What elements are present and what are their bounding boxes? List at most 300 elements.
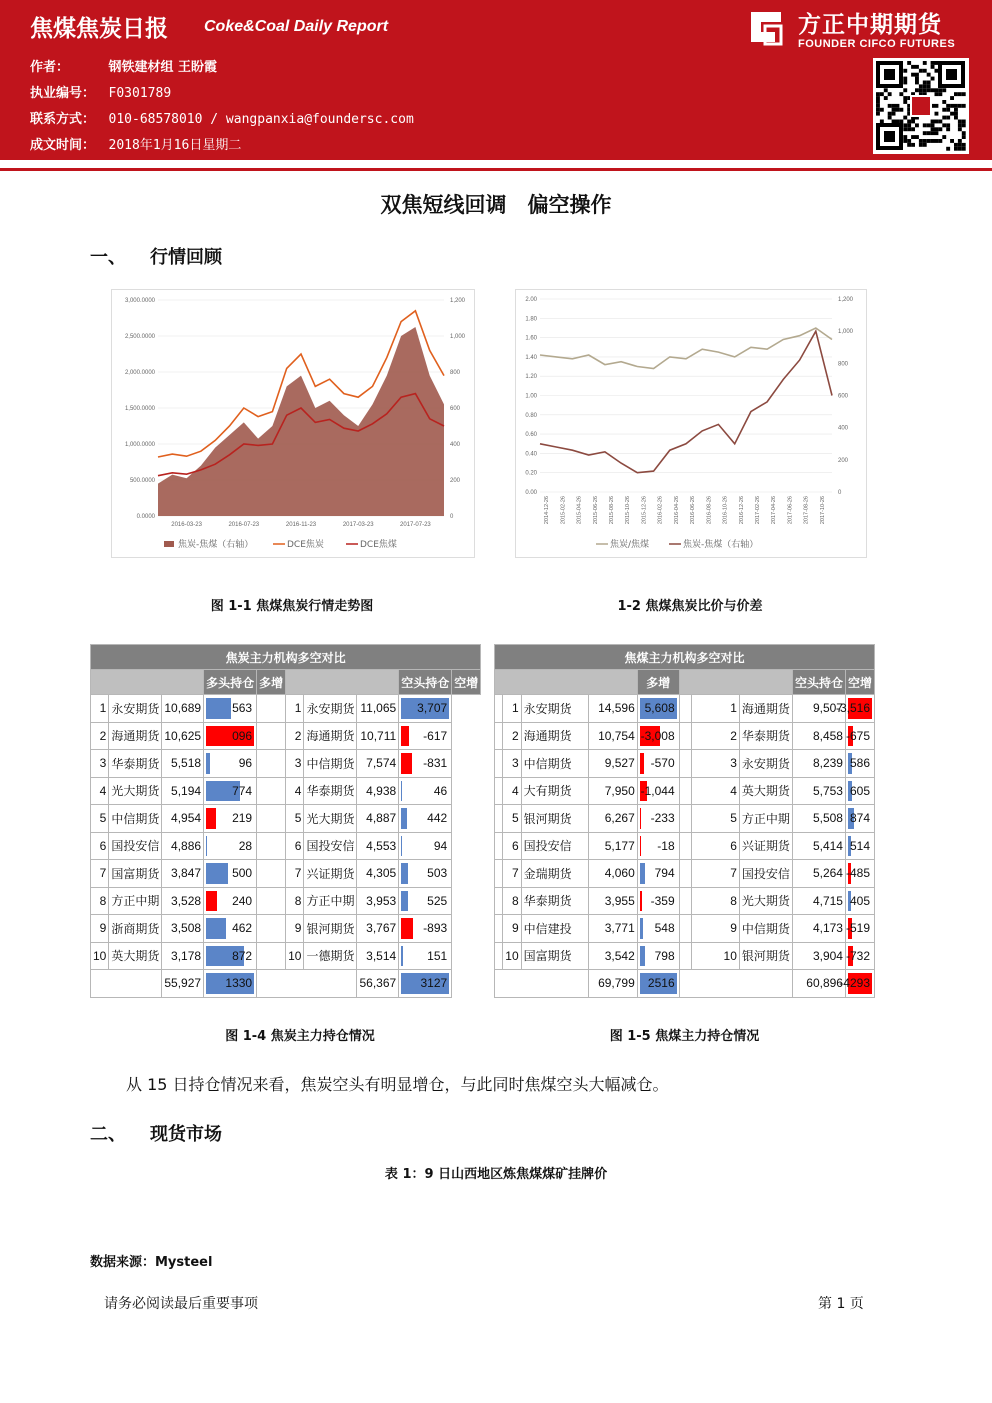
short-broker-name: 中信期货	[739, 915, 792, 943]
brand-name-en: FOUNDER CIFCO FUTURES	[798, 38, 956, 50]
qr-module	[927, 131, 931, 135]
x-axis-tick-label: 2016-07-23	[228, 522, 260, 528]
right-axis-tick-label: 0	[450, 514, 454, 520]
footer-notice: 请务必阅读最后重要事项	[104, 1296, 258, 1312]
total-long-change-bar-cell	[640, 970, 677, 997]
qr-module	[958, 123, 962, 127]
table-row	[91, 915, 481, 943]
long-broker-name: 永安期货	[109, 695, 162, 723]
date-line	[30, 134, 241, 153]
short-change	[399, 915, 452, 943]
x-axis-tick-label: 2015-12-26	[641, 496, 648, 525]
short-broker-name: 光大期货	[739, 887, 792, 915]
short-change-value: -3,516	[835, 701, 870, 715]
short-change-bar-cell	[845, 943, 872, 970]
date-label: 成文时间：	[30, 138, 96, 153]
long-broker-name: 浙商期货	[109, 915, 162, 943]
qr-module	[923, 84, 927, 88]
qr-module	[903, 100, 907, 104]
long-holding: 3,528	[162, 887, 204, 915]
short-change	[845, 832, 874, 860]
long-broker-name: 光大期货	[109, 777, 162, 805]
long-change	[637, 695, 679, 723]
qr-module	[907, 127, 911, 131]
short-broker-name: 方正中期	[304, 887, 357, 915]
short-change-databar	[401, 946, 403, 967]
qr-module	[931, 139, 935, 143]
left-axis-tick-label: 0.00	[525, 490, 537, 496]
short-holding: 5,508	[792, 805, 845, 833]
qr-module	[962, 143, 966, 147]
long-holding: 10,625	[162, 722, 204, 750]
table-row	[91, 722, 481, 750]
table-row	[495, 915, 875, 943]
short-change-value: -675	[845, 728, 870, 743]
short-holding: 4,173	[792, 915, 845, 943]
qr-module	[923, 81, 927, 85]
table-row	[91, 777, 481, 805]
right-axis-tick-label: 800	[450, 370, 461, 376]
qr-module	[888, 116, 892, 120]
qr-module	[876, 96, 880, 100]
qr-module	[903, 135, 907, 139]
total-short-change	[839, 970, 874, 998]
short-rank: 3	[691, 750, 739, 778]
long-change	[637, 942, 679, 970]
long-rank: 10	[91, 942, 109, 970]
x-axis-tick-label: 2017-07-23	[400, 522, 431, 528]
short-change-value: 586	[849, 756, 870, 770]
qr-module	[954, 143, 958, 147]
x-axis-tick-label: 2016-08-26	[706, 496, 713, 525]
short-rank: 10	[286, 942, 304, 970]
short-broker-name: 华泰期货	[739, 722, 792, 750]
short-rank: 7	[691, 860, 739, 888]
qr-module	[958, 143, 962, 147]
long-rank: 3	[91, 750, 109, 778]
table-row	[91, 695, 481, 723]
qr-module	[911, 73, 915, 77]
spacer-cell	[679, 887, 691, 915]
qr-module	[950, 139, 954, 143]
qr-module	[935, 104, 939, 108]
qr-module	[935, 88, 939, 92]
long-holding: 7,950	[588, 777, 637, 805]
legend-label-1: DCE焦炭	[287, 540, 324, 550]
short-change-databar	[401, 863, 408, 884]
long-change-value: 28	[238, 838, 253, 853]
qr-module	[962, 92, 966, 96]
qr-module	[962, 120, 966, 124]
total-short-change-value: -4293	[839, 976, 870, 990]
short-rank: 1	[691, 695, 739, 723]
spacer-cell	[679, 942, 691, 970]
qr-module	[935, 61, 939, 65]
right-axis-tick-label: 600	[838, 393, 849, 400]
short-broker-name: 光大期货	[304, 805, 357, 833]
table-row	[495, 777, 875, 805]
qr-module	[931, 131, 935, 135]
qr-module	[938, 139, 942, 143]
long-change-value: -359	[650, 893, 675, 908]
author-label: 作者：	[30, 60, 70, 75]
long-change-databar	[206, 698, 231, 719]
right-axis-tick-label: 600	[450, 406, 461, 412]
spacer-cell	[495, 805, 503, 833]
qr-module	[954, 112, 958, 116]
qr-module	[931, 61, 935, 65]
date-value: 2018年1月16日星期二	[108, 138, 242, 153]
qr-module	[915, 135, 919, 139]
short-holding: 10,711	[357, 722, 399, 750]
long-rank: 9	[502, 915, 521, 943]
x-axis-tick-label: 2017-06-26	[787, 496, 794, 525]
long-change-value: 774	[232, 783, 253, 798]
long-broker-name: 国富期货	[109, 860, 162, 888]
qr-module	[935, 92, 939, 96]
qr-module	[942, 108, 946, 112]
total-short-holding: 56,367	[357, 970, 399, 998]
report-header	[0, 0, 992, 160]
spacer-cell	[257, 915, 286, 943]
right-axis-tick-label: 1,000	[838, 329, 854, 336]
x-axis-tick-label: 2017-02-26	[755, 496, 761, 525]
table-row	[495, 887, 875, 915]
short-change-databar	[401, 918, 413, 939]
qr-module	[911, 135, 915, 139]
short-change-value: -893	[423, 921, 448, 935]
document-title: 双焦短线回调 偏空操作	[380, 193, 612, 217]
data-source: 数据来源：Mysteel	[90, 1255, 213, 1270]
contact-value[interactable]: 010-68578010 / wangpanxia@foundersc.com	[108, 112, 414, 127]
x-axis-tick-label: 2016-03-23	[171, 522, 202, 528]
qr-module	[888, 104, 892, 108]
long-holding: 3,847	[162, 860, 204, 888]
table-row	[91, 750, 481, 778]
right-axis-tick-label: 1,200	[450, 298, 466, 304]
short-rank: 4	[691, 777, 739, 805]
caption-fig-1-5: 图 1-5 焦煤主力持仓情况	[609, 1029, 760, 1044]
x-axis-tick-label: 2015-08-26	[609, 496, 615, 525]
short-change-value: 442	[427, 811, 448, 825]
long-change-databar	[206, 863, 228, 884]
qr-module	[931, 127, 935, 131]
qr-module	[884, 96, 888, 100]
short-rank: 5	[286, 805, 304, 833]
long-change-value: 798	[654, 948, 675, 963]
short-change	[845, 750, 874, 778]
qr-module	[935, 69, 939, 73]
long-rank: 8	[91, 887, 109, 915]
qr-module	[923, 61, 927, 65]
short-holding: 3,767	[357, 915, 399, 943]
long-holding: 10,689	[162, 695, 204, 723]
table-row	[495, 695, 875, 723]
long-change-bar-cell	[640, 860, 677, 887]
qr-module	[903, 69, 907, 73]
qr-module	[958, 127, 962, 131]
short-change-bar-cell	[848, 750, 872, 777]
qr-module	[919, 88, 923, 92]
qr-module	[911, 127, 915, 131]
qr-module	[927, 88, 931, 92]
chart-coke-coal-trend	[111, 289, 475, 558]
long-broker-name: 永安期货	[521, 695, 588, 723]
spacer-cell	[257, 722, 286, 750]
long-holding: 9,527	[588, 750, 637, 778]
qr-module	[931, 123, 935, 127]
qr-module	[907, 139, 911, 143]
long-holding: 3,955	[588, 887, 637, 915]
qr-module	[876, 108, 880, 112]
short-change	[845, 777, 874, 805]
qr-module	[938, 92, 942, 96]
right-axis-tick-label: 400	[450, 442, 461, 448]
qr-module	[915, 88, 919, 92]
long-broker-name: 中信建投	[521, 915, 588, 943]
spacer-cell	[257, 777, 286, 805]
short-change-value: -831	[423, 756, 448, 770]
short-change	[399, 695, 452, 723]
left-axis-tick-label: 1.00	[525, 393, 537, 400]
short-change-value: 525	[427, 893, 448, 908]
qr-module	[946, 123, 950, 127]
qr-module	[923, 69, 927, 73]
section-2-heading	[90, 1120, 222, 1146]
long-change-value: 500	[232, 866, 253, 880]
spacer-cell	[679, 777, 691, 805]
qr-module	[876, 112, 880, 116]
spacer-cell	[679, 860, 691, 888]
long-change-value: 240	[232, 893, 253, 908]
long-change-bar-cell	[206, 915, 254, 942]
spacer-cell	[257, 887, 286, 915]
long-change-value: 794	[654, 866, 675, 880]
chart-coke-coal-trend-svg	[112, 290, 474, 557]
qr-module	[903, 81, 907, 85]
short-change	[399, 832, 452, 860]
long-change-bar-cell	[206, 860, 254, 887]
x-axis-tick-label: 2017-10-26	[819, 496, 826, 525]
qr-module	[923, 143, 927, 147]
long-rank: 8	[502, 887, 521, 915]
x-axis-tick-label: 2017-08-26	[803, 496, 810, 525]
license-value: F0301789	[108, 86, 172, 101]
table-row	[91, 860, 481, 888]
spacer-cell	[495, 750, 503, 778]
qr-module	[911, 65, 915, 69]
short-change	[399, 777, 452, 805]
long-broker-name: 中信期货	[521, 750, 588, 778]
qr-module	[942, 116, 946, 120]
qr-module	[892, 108, 896, 112]
spacer-cell	[679, 695, 691, 723]
long-change-value: 548	[654, 921, 675, 935]
table-row	[495, 722, 875, 750]
short-change-bar-cell	[845, 723, 872, 750]
qr-module	[954, 116, 958, 120]
short-broker-name: 方正中期	[739, 805, 792, 833]
long-broker-name: 大有期货	[521, 777, 588, 805]
left-axis-tick-label: 0.20	[525, 470, 537, 477]
qr-module	[962, 123, 966, 127]
header-rule	[0, 168, 992, 171]
qr-module	[919, 143, 923, 147]
short-change-bar-cell	[401, 695, 449, 722]
short-broker-name: 中信期货	[304, 750, 357, 778]
author-value: 钢铁建材组 王盼霞	[108, 60, 218, 75]
long-rank: 4	[502, 777, 521, 805]
short-rank: 4	[286, 777, 304, 805]
long-rank: 7	[502, 860, 521, 888]
long-broker-name: 中信期货	[109, 805, 162, 833]
qr-module	[958, 139, 962, 143]
qr-module	[876, 104, 880, 108]
left-axis-tick-label: 1.60	[525, 335, 537, 342]
qr-module	[892, 120, 896, 124]
total-row	[495, 970, 875, 998]
qr-module	[899, 92, 903, 96]
left-axis-tick-label: 3,000.0000	[124, 298, 155, 304]
qr-module	[962, 104, 966, 108]
short-change	[399, 860, 452, 888]
long-change-databar	[640, 891, 642, 912]
qr-module	[938, 127, 942, 131]
qr-module	[896, 104, 900, 108]
long-change-value: 872	[232, 948, 253, 963]
short-change-value: 3,707	[417, 701, 448, 715]
long-change-bar-cell	[640, 778, 677, 805]
right-axis-tick-label: 1,200	[838, 297, 854, 303]
long-change	[204, 805, 257, 833]
table-row	[91, 832, 481, 860]
table-row	[91, 942, 481, 970]
long-broker-name: 银河期货	[521, 805, 588, 833]
author-line	[30, 56, 217, 75]
legend-label-0: 焦炭/焦煤	[610, 540, 650, 550]
short-holding: 3,904	[792, 942, 845, 970]
spacer-cell	[495, 942, 503, 970]
spacer-cell	[257, 860, 286, 888]
long-change-bar-cell	[640, 723, 677, 750]
long-change-bar-cell	[640, 833, 677, 860]
long-holding: 10,754	[588, 722, 637, 750]
qr-module	[923, 139, 927, 143]
qr-module	[888, 92, 892, 96]
long-change-bar-cell	[640, 695, 677, 722]
long-change	[637, 915, 679, 943]
left-axis-tick-label: 2,000.0000	[124, 370, 155, 376]
long-rank: 10	[502, 942, 521, 970]
left-axis-tick-label: 0.0000	[136, 514, 155, 520]
long-change-databar	[640, 808, 642, 829]
x-axis-tick-label: 2015-02-26	[560, 496, 567, 525]
short-change-value: -617	[423, 728, 448, 743]
long-change	[204, 887, 257, 915]
short-broker-name: 永安期货	[304, 695, 357, 723]
total-long-change-bar-cell	[206, 970, 254, 997]
qr-module	[954, 92, 958, 96]
qr-module	[903, 77, 907, 81]
left-axis-tick-label: 0.60	[525, 432, 537, 439]
short-change-value: 514	[849, 838, 870, 853]
total-long-change	[204, 970, 257, 998]
short-rank: 6	[691, 832, 739, 860]
short-change-bar-cell	[848, 805, 872, 832]
x-axis-tick-label: 2014-12-26	[544, 496, 551, 525]
table-row	[91, 887, 481, 915]
qr-module	[935, 112, 939, 116]
long-change-value: -570	[650, 756, 675, 770]
coke-long-chg-header: 多增	[257, 670, 286, 695]
qr-finder	[884, 69, 895, 80]
left-axis-tick-label: 0.40	[525, 451, 537, 458]
caption-fig-1-2: 1-2 焦煤焦炭比价与价差	[617, 599, 763, 614]
short-rank: 9	[691, 915, 739, 943]
short-holding: 5,753	[792, 777, 845, 805]
qr-module	[903, 127, 907, 131]
long-change-databar	[206, 918, 226, 939]
long-rank: 7	[91, 860, 109, 888]
long-change-bar-cell	[640, 888, 677, 915]
license-label: 执业编号：	[30, 86, 96, 101]
short-change-databar	[401, 781, 402, 802]
qr-module	[896, 120, 900, 124]
short-rank: 7	[286, 860, 304, 888]
total-short-change-value: 3127	[420, 976, 448, 990]
long-change	[637, 805, 679, 833]
left-axis-tick-label: 2.00	[525, 297, 537, 303]
caption-table-1: 表 1：9 日山西地区炼焦煤煤矿挂牌价	[384, 1167, 608, 1182]
qr-module	[927, 139, 931, 143]
long-change	[637, 722, 679, 750]
long-change	[637, 750, 679, 778]
long-change	[637, 887, 679, 915]
long-change-bar-cell	[206, 805, 254, 832]
long-holding: 3,771	[588, 915, 637, 943]
long-rank: 4	[91, 777, 109, 805]
short-change-value: -485	[845, 866, 870, 880]
x-axis-tick-label: 2017-03-23	[342, 522, 374, 528]
short-broker-name: 兴证期货	[739, 832, 792, 860]
qr-module	[935, 120, 939, 124]
spacer-cell	[495, 695, 503, 723]
caption-fig-1-1: 图 1-1 焦煤焦炭行情走势图	[210, 599, 374, 614]
long-holding: 5,518	[162, 750, 204, 778]
qr-module	[938, 120, 942, 124]
qr-module	[927, 73, 931, 77]
qr-module	[915, 65, 919, 69]
spacer-cell	[495, 722, 503, 750]
qr-module	[911, 120, 915, 124]
short-broker-name: 银河期货	[739, 942, 792, 970]
section-1-heading	[90, 243, 222, 269]
short-change-value: 151	[427, 948, 448, 963]
qr-module	[903, 88, 907, 92]
long-change-value: 219	[232, 811, 253, 825]
short-change	[845, 942, 874, 970]
qr-module	[938, 88, 942, 92]
total-short-change-bar-cell	[839, 970, 872, 997]
left-axis-tick-label: 1.80	[525, 316, 537, 323]
report-title: 焦煤焦炭日报	[30, 16, 168, 42]
short-rank: 6	[286, 832, 304, 860]
short-broker-name: 兴证期货	[304, 860, 357, 888]
short-holding: 9,507	[792, 695, 845, 723]
short-change-bar-cell	[401, 723, 449, 750]
coke-position-table	[90, 644, 481, 998]
spacer-cell	[91, 970, 162, 998]
